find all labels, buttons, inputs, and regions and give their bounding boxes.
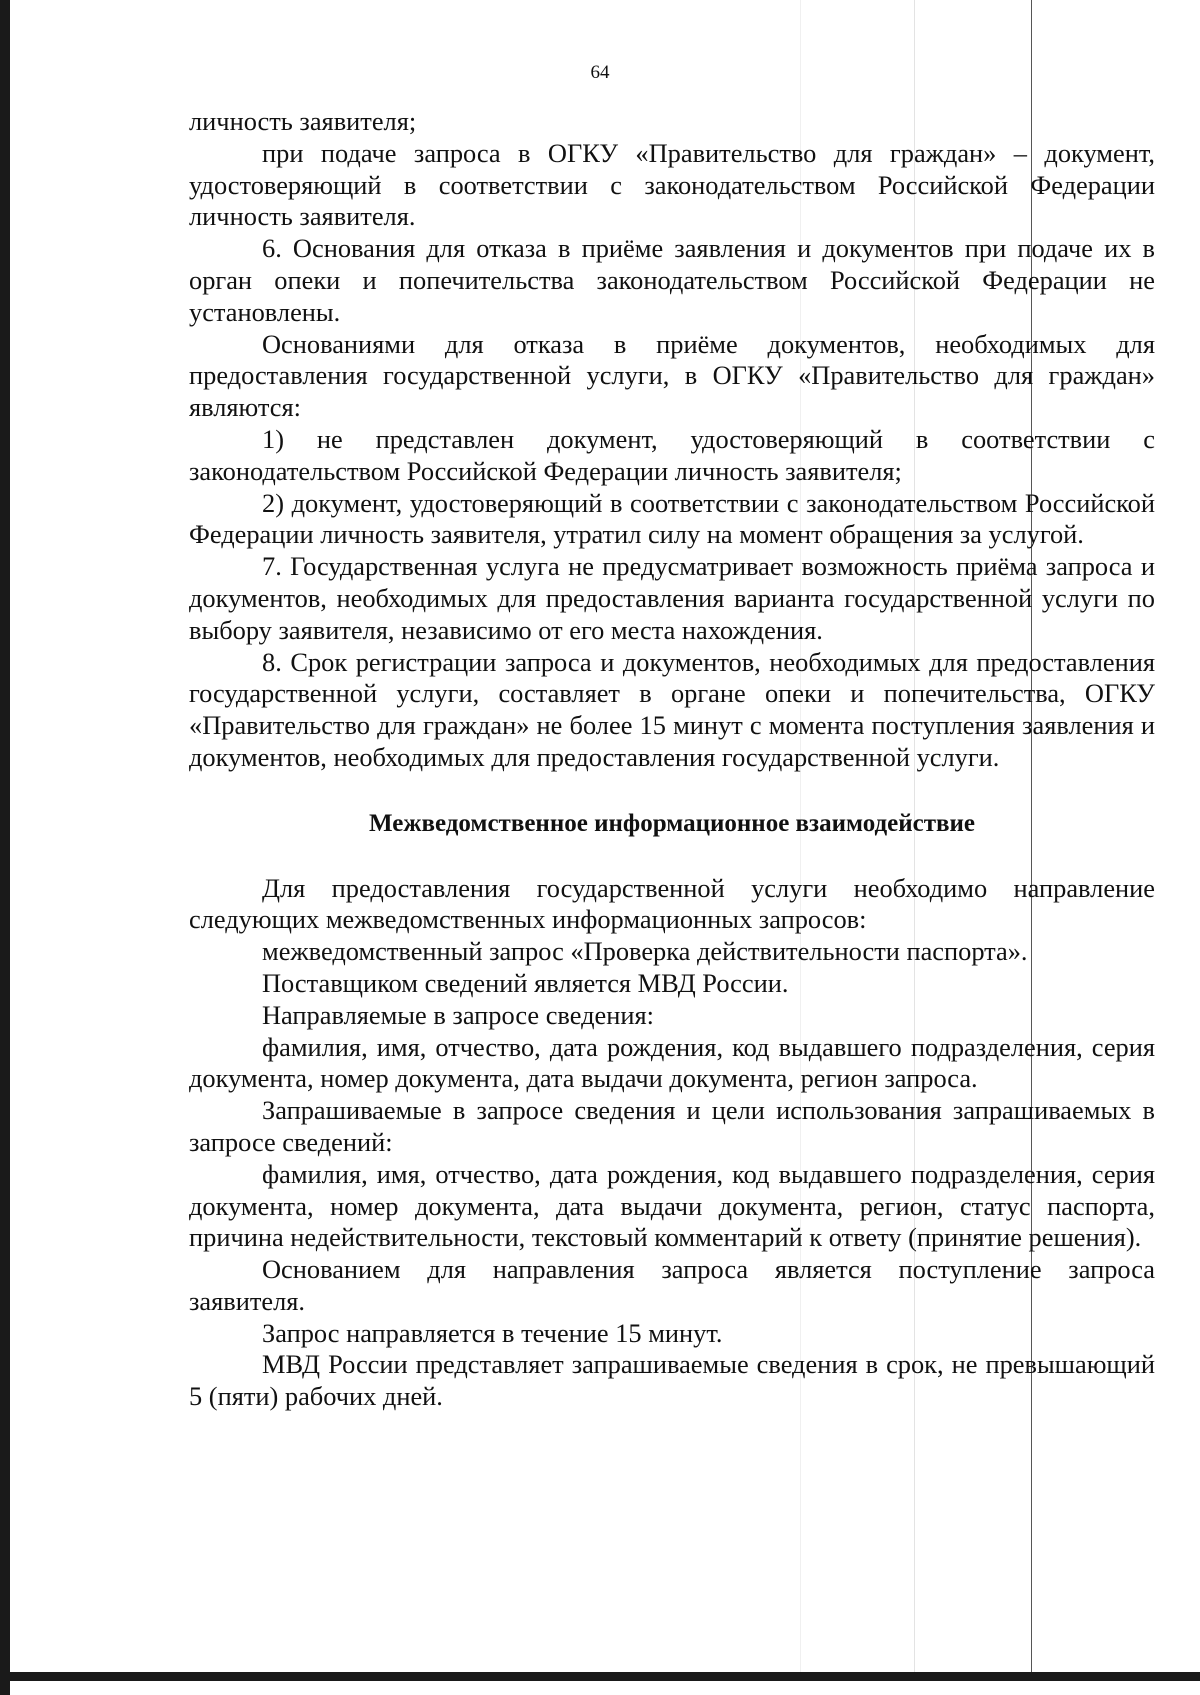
page-number: 64 xyxy=(590,62,610,83)
paragraph: 6. Основания для отказа в приёме заявления и документов при подаче их в орган опеки и попечительства законодательством Российской Федерации не установлены. xyxy=(189,233,1155,327)
paragraph: Основаниями для отказа в приёме документов, необходимых для предоставления государственной услуги, в ОГКУ «Правительство для граждан» являются: xyxy=(189,328,1155,423)
paragraph: при подаче запроса в ОГКУ «Правительство для граждан» – документ, удостоверяющий в соответствии с законодательством Российской Федерации личность заявителя. xyxy=(189,137,1155,232)
paragraph: Основанием для направления запроса является поступление запроса заявителя. xyxy=(189,1254,1155,1316)
paragraph: фамилия, имя, отчество, дата рождения, код выдавшего подразделения, серия документа, номер документа, дата выдачи документа, регион запроса. xyxy=(189,1031,1155,1094)
scan-bottom-edge xyxy=(0,1672,1200,1681)
paragraph: межведомственный запрос «Проверка действительности паспорта». xyxy=(262,936,1028,967)
paragraph: 7. Государственная услуга не предусматривает возможность приёма запроса и документов, необходимых для предоставления варианта государственной услуги по выбору заявителя, независимо от его места нахождения. xyxy=(189,551,1155,645)
paragraph: 2) документ, удостоверяющий в соответствии с законодательством Российской Федерации личность заявителя, утратил силу на момент обращения за услугой. xyxy=(189,487,1155,550)
paragraph: Запрос направляется в течение 15 минут. xyxy=(262,1317,723,1348)
scan-left-edge xyxy=(0,0,10,1695)
paragraph: Поставщиком сведений является МВД России. xyxy=(262,967,789,998)
section-heading: Межведомственное информационное взаимодействие xyxy=(369,809,975,837)
paragraph: МВД России представляет запрашиваемые сведения в срок, не превышающий 5 (пяти) рабочих дней. xyxy=(189,1349,1155,1412)
paragraph: Для предоставления государственной услуги необходимо направление следующих межведомственных информационных запросов: xyxy=(189,872,1155,935)
paragraph: личность заявителя; xyxy=(189,106,417,136)
document-body xyxy=(189,106,1155,1413)
paragraph: Запрашиваемые в запросе сведения и цели использования запрашиваемых в запросе сведений: xyxy=(189,1095,1155,1157)
paragraph: фамилия, имя, отчество, дата рождения, код выдавшего подразделения, серия документа, номер документа, дата выдачи документа, регион, статус паспорта, причина недействительности, текстовый комментарий к ответу (принятие решения). xyxy=(189,1158,1155,1253)
paragraph: 8. Срок регистрации запроса и документов, необходимых для предоставления государственной услуги, составляет в органе опеки и попечительства, ОГКУ «Правительство для граждан» не более 15 минут с момента поступления заявления и документов, необходимых для предоставления государственной услуги. xyxy=(189,646,1155,772)
paragraph: Направляемые в запросе сведения: xyxy=(262,999,654,1030)
paragraph: 1) не представлен документ, удостоверяющий в соответствии с законодательством Российской Федерации личность заявителя; xyxy=(189,423,1155,486)
